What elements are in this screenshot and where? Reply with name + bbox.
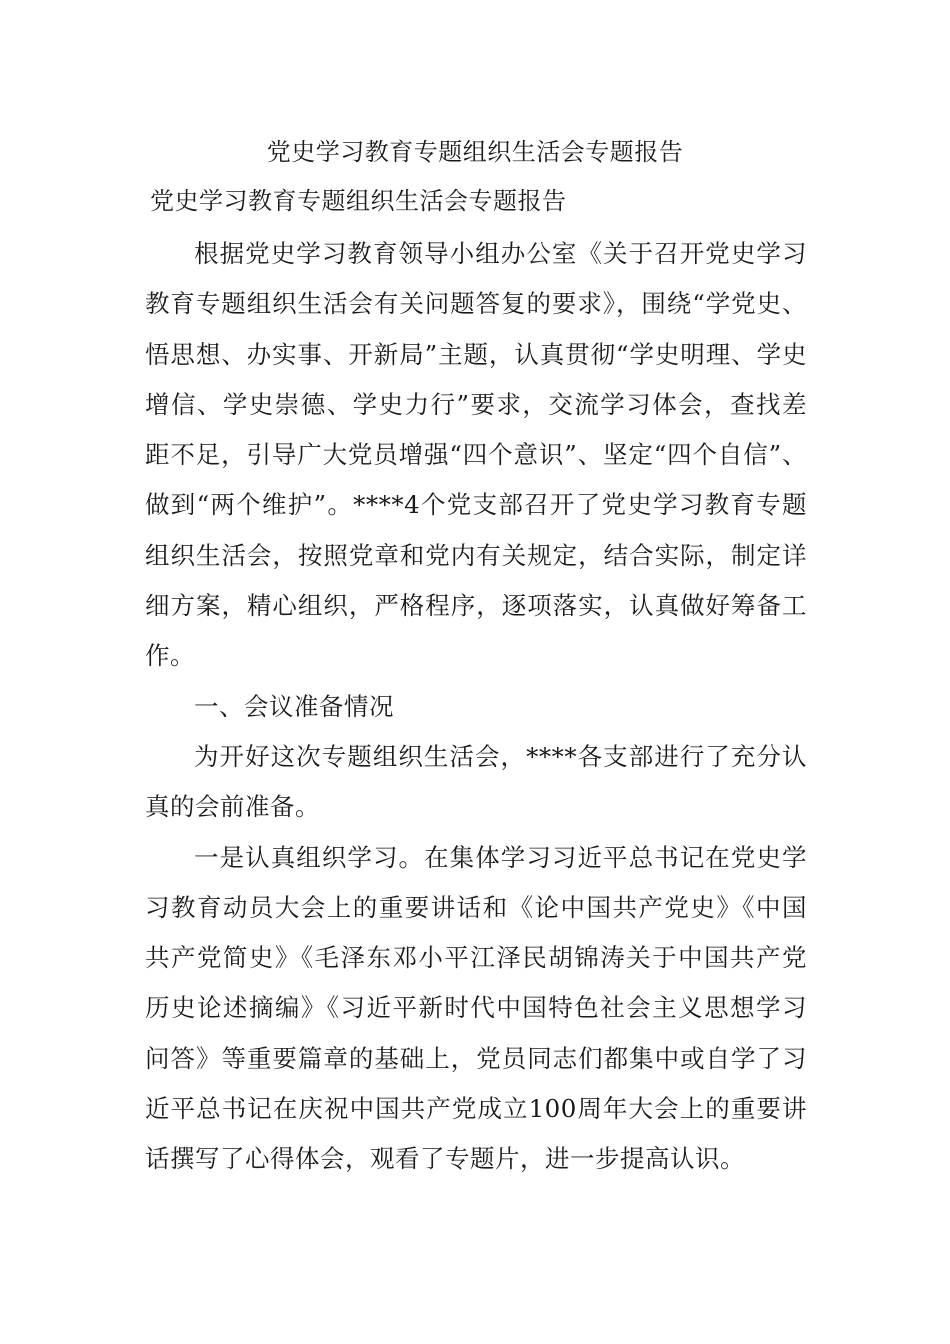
intro-paragraph: 根据党史学习教育领导小组办公室《关于召开党史学习教育专题组织生活会有关问题答复的要求》，围绕“学党史、悟思想、办实事、开新局”主题，认真贯彻“学史明理、学史增信、学史崇德、学史力行”要求，交流学习体会，查找差距不足，引导广大党员增强“四个意识”、坚定“四个自信”、做到“两个维护”。****4个党支部召开了党史学习教育专题组织生活会，按照党章和党内有关规定，结合实际，制定详细方案，精心组织，严格程序，逐项落实，认真做好筹备工作。: [145, 239, 807, 671]
section-heading: 一、会议准备情况: [194, 691, 394, 721]
body-paragraph: 为开好这次专题组织生活会，****各支部进行了充分认真的会前准备。: [145, 741, 807, 822]
document-body: [145, 229, 807, 1185]
document-title: 党史学习教育专题组织生活会专题报告: [266, 138, 684, 166]
document-subtitle: 党史学习教育专题组织生活会专题报告: [150, 187, 567, 215]
body-paragraph: 一是认真组织学习。在集体学习习近平总书记在党史学习教育动员大会上的重要讲话和《论中国共产党史》《中国共产党简史》《毛泽东邓小平江泽民胡锦涛关于中国共产党历史论述摘编》《习近平新时代中国特色社会主义思想学习问答》等重要篇章的基础上，党员同志们都集中或自学了习近平总书记在庆祝中国共产党成立100周年大会上的重要讲话撰写了心得体会，观看了专题片，进一步提高认识。: [145, 842, 807, 1174]
